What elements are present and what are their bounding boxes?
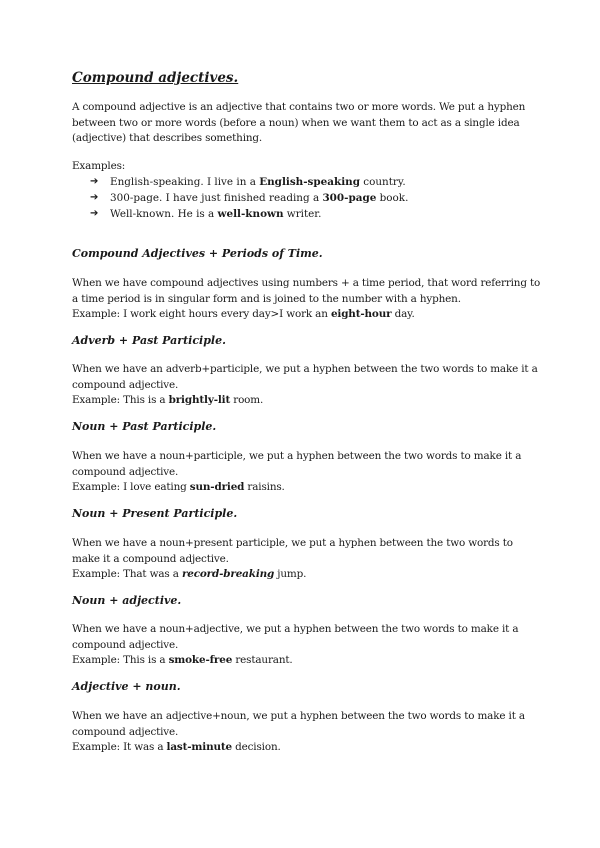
example-bold: record-breaking [181,568,275,580]
section-body-text: When we have a noun+participle, we put a hyphen between the two words to make it a compound adjective. [72,450,522,478]
example-suffix: country. [359,176,406,188]
example-suffix: raisins. [244,481,285,493]
section-body-text: When we have a noun+adjective, we put a hyphen between the two words to make it a compound adjective. [72,623,519,651]
example-suffix: jump. [274,568,307,580]
example-text: Example: That was a [72,568,182,580]
example-bold: brightly-lit [168,394,231,406]
section-heading-adverb-past-participle: Adverb + Past Participle. [72,334,226,347]
example-suffix: day. [391,308,415,320]
arrow-right-icon: ➔ [90,208,99,219]
examples-list [90,174,408,222]
example-suffix: room. [230,394,264,406]
section-heading-adjective-noun: Adjective + noun. [72,680,181,693]
section-body-noun-past-participle [72,449,542,496]
list-item [90,174,408,190]
example-text: Well-known. He is a [110,208,218,220]
arrow-right-icon: ➔ [90,176,99,187]
example-text: 300-page. I have just finished reading a [110,192,323,204]
section-body-text: When we have a noun+present participle, we put a hyphen between the two words to make it a compound adjective. [72,537,513,565]
section-body-text: When we have an adjective+noun, we put a hyphen between the two words to make it a compound adjective. [72,710,525,738]
example-bold: eight-hour [330,308,392,320]
document-title: Compound adjectives. [72,70,239,86]
example-bold: 300-page [322,192,377,204]
example-bold: well-known [217,208,284,220]
list-item [90,206,408,222]
section-body-noun-present-participle [72,536,542,583]
section-heading-noun-present-participle: Noun + Present Participle. [72,507,238,520]
section-body-noun-adjective [72,622,542,669]
example-suffix: decision. [231,741,281,753]
section-body-adjective-noun [72,709,542,756]
example-text: Example: This is a [72,654,169,666]
section-body-adverb-past-participle [72,362,542,409]
section-heading-periods-of-time: Compound Adjectives + Periods of Time. [72,247,323,260]
list-item [90,190,408,206]
section-heading-noun-adjective: Noun + adjective. [72,594,182,607]
section-body-text: When we have compound adjectives using numbers + a time period, that word referring to a time period is in singular form and is joined to the number with a hyphen. [72,277,541,305]
section-body-text: When we have an adverb+participle, we put a hyphen between the two words to make it a compound adjective. [72,363,538,391]
examples-label: Examples: [72,160,126,172]
example-text: Example: I love eating [72,481,190,493]
section-heading-noun-past-participle: Noun + Past Participle. [72,420,217,433]
example-bold: sun-dried [189,481,245,493]
section-body-periods-of-time [72,276,542,323]
example-bold: English-speaking [259,176,360,188]
example-bold: last-minute [166,741,232,753]
arrow-right-icon: ➔ [90,192,99,203]
example-suffix: book. [376,192,409,204]
example-text: Example: I work eight hours every day>I work an [72,308,331,320]
example-suffix: restaurant. [232,654,293,666]
example-suffix: writer. [283,208,322,220]
example-text: Example: This is a [72,394,169,406]
example-text: Example: It was a [72,741,167,753]
example-bold: smoke-free [168,654,233,666]
intro-paragraph: A compound adjective is an adjective that contains two or more words. We put a hyphen between two or more words (before a noun) when we want them to act as a single idea (adjective) that describes something. [72,101,526,144]
example-text: English-speaking. I live in a [110,176,260,188]
